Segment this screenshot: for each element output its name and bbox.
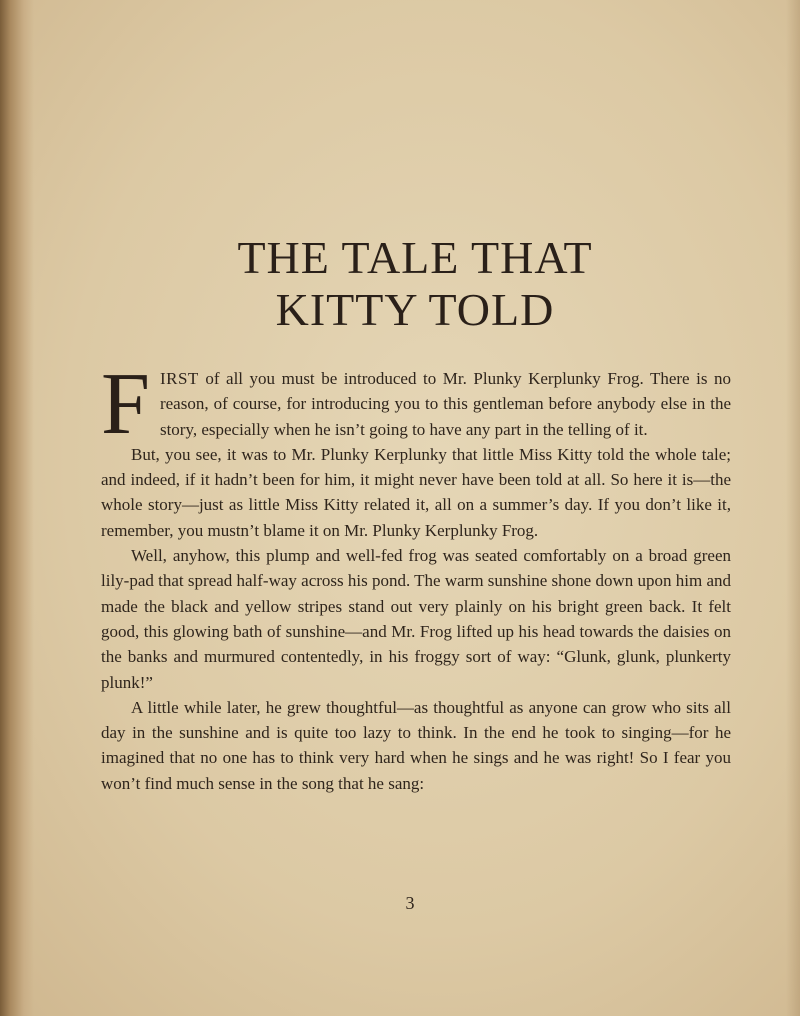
- page-edge: [786, 0, 800, 1016]
- paragraph-4: A little while later, he grew thoughtful—as thoughtful as anyone can grow who sits all day in the sunshine and is quite too lazy to think. In the end he took to singing—for he imagined that no one has to think very hard when he sings and he was right! So I fear you won’t find much sense in the song that he sang:: [101, 697, 731, 793]
- paragraph-1-text: of all you must be introduced to Mr. Plunky Kerplunky Frog. There is no reason, of course, for introducing you to this gentleman before anybody else in the story, especially when he isn’t going to have any part in the telling of it.: [159, 369, 731, 439]
- paragraph-3: Well, anyhow, this plump and well-fed frog was seated comfortably on a broad green lily-pad that spread half-way across his pond. The warm sunshine shone down upon him and made the black and yellow stripes stand out very plainly on his bright green back. It felt good, this glowing bath of sunshine—and Mr. Frog lifted up his head towards the daisies on the banks and murmured contentedly, in his froggy sort of way: “Glunk, glunk, plunkerty plunk!”: [101, 546, 731, 692]
- chapter-title: [100, 232, 730, 336]
- chapter-title-line-2: KITTY TOLD: [275, 284, 555, 335]
- book-gutter: [0, 0, 34, 1016]
- paragraph-1-opening-caps: IRST: [159, 369, 199, 388]
- paragraph-2: But, you see, it was to Mr. Plunky Kerplunky that little Miss Kitty told the whole tale; and indeed, if it hadn’t been for him, it might never have been told at all. So here it is—the whole story—just as little Miss Kitty related it, all on a summer’s day. If you don’t like it, remember, you mustn’t blame it on Mr. Plunky Kerplunky Frog.: [101, 444, 731, 540]
- page-number: 3: [405, 893, 415, 913]
- chapter-body: [101, 356, 731, 796]
- drop-cap: F: [101, 356, 150, 453]
- chapter-title-line-1: THE TALE THAT: [237, 232, 593, 283]
- paragraph-1: [101, 356, 731, 453]
